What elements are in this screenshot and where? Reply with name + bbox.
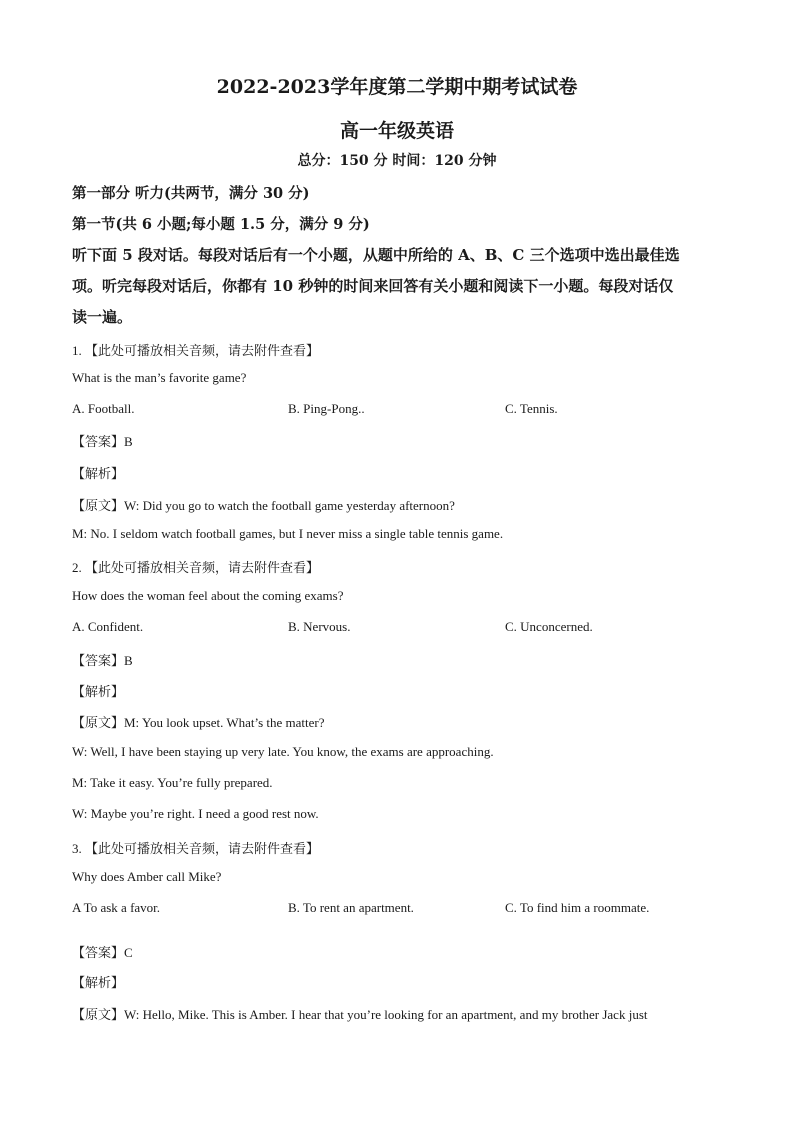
audio-placeholder[interactable]: 3. 【此处可播放相关音频，请去附件查看】 — [72, 841, 320, 856]
transcript-line: W: Maybe you’re right. I need a good rest now. — [72, 806, 319, 821]
instruction-line-1: 听下面 5 段对话。每段对话后有一个小题，从题中所给的 A、B、C 三个选项中选出最佳选 — [72, 246, 680, 264]
section-part: 第一部分 听力(共两节，满分 30 分) — [72, 185, 310, 202]
analysis-label: 【解析】 — [72, 466, 125, 481]
audio-placeholder[interactable]: 1. 【此处可播放相关音频，请去附件查看】 — [72, 343, 320, 358]
exam-subtitle: 高一年级英语 — [339, 120, 454, 142]
transcript-line: 【原文】W: Hello, Mike. This is Amber. I hear that you’re looking for an apartment, and my brother Jack just — [72, 1007, 648, 1022]
question-stem: Why does Amber call Mike? — [72, 869, 222, 884]
answer-label: 【答案】B — [72, 653, 133, 668]
transcript-line: 【原文】W: Did you go to watch the football game yesterday afternoon? — [72, 498, 455, 513]
option-a: A To ask a favor. — [72, 900, 161, 915]
instruction-line-3: 读一遍。 — [72, 308, 133, 326]
exam-meta: 总分：150 分 时间：120 分钟 — [297, 153, 497, 169]
answer-label: 【答案】C — [72, 945, 133, 960]
transcript-line: M: No. I seldom watch football games, but I never miss a single table tennis game. — [72, 526, 504, 541]
transcript-line: 【原文】M: You look upset. What’s the matter? — [72, 715, 325, 730]
audio-placeholder[interactable]: 2. 【此处可播放相关音频，请去附件查看】 — [72, 560, 320, 575]
transcript-line: W: Well, I have been staying up very late. You know, the exams are approaching. — [72, 744, 494, 759]
question-stem: What is the man’s favorite game? — [72, 370, 247, 385]
option-b: B. Ping-Pong.. — [288, 401, 365, 416]
option-a: A. Confident. — [72, 619, 144, 634]
option-c: C. Tennis. — [505, 401, 558, 416]
option-a: A. Football. — [72, 401, 135, 416]
option-b: B. To rent an apartment. — [288, 900, 414, 915]
analysis-label: 【解析】 — [72, 975, 125, 990]
exam-title: 2022-2023学年度第二学期中期考试试卷 — [216, 76, 578, 98]
option-c: C. Unconcerned. — [505, 619, 593, 634]
option-b: B. Nervous. — [288, 619, 351, 634]
analysis-label: 【解析】 — [72, 684, 125, 699]
answer-label: 【答案】B — [72, 434, 133, 449]
transcript-line: M: Take it easy. You’re fully prepared. — [72, 775, 273, 790]
option-c: C. To find him a roommate. — [505, 900, 650, 915]
section-subpart: 第一节(共 6 小题;每小题 1.5 分，满分 9 分) — [72, 216, 370, 233]
instruction-line-2: 项。听完每段对话后，你都有 10 秒钟的时间来回答有关小题和阅读下一小题。每段对话仅 — [72, 277, 674, 295]
question-stem: How does the woman feel about the coming exams? — [72, 588, 344, 603]
